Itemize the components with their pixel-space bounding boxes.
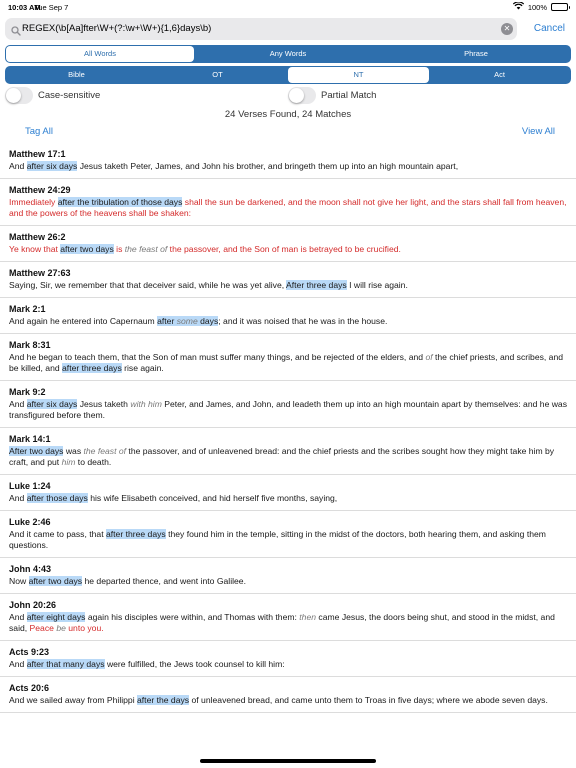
- verse-row[interactable]: [0, 179, 576, 226]
- verse-text-run: And: [9, 612, 27, 622]
- added-words: be: [56, 623, 66, 633]
- added-words: with him: [130, 399, 162, 409]
- match-highlight: After two days: [9, 446, 64, 456]
- case-sensitive-label: Case-sensitive: [38, 90, 101, 101]
- match-highlight: after three days: [105, 529, 166, 539]
- toggle-knob: [289, 88, 304, 103]
- verse-text-run: Jesus taketh: [77, 399, 131, 409]
- verse-text-run: ; and it was noised that he was in the house.: [218, 316, 388, 326]
- verse-reference: Luke 1:24: [9, 481, 51, 491]
- verse-text-run: Now: [9, 576, 29, 586]
- words-of-christ: is: [113, 244, 125, 254]
- verse-text: [9, 659, 567, 670]
- partial-match-toggle[interactable]: [288, 87, 316, 104]
- verse-text-run: came Jesus, the doors being shut, and stood in the midst, and said,: [9, 612, 555, 633]
- search-icon: [11, 23, 21, 41]
- words-of-christ: Ye know that: [9, 244, 61, 254]
- verse-text: [9, 161, 567, 172]
- verse-text-run: was: [63, 446, 84, 456]
- match-highlight: after six days: [26, 399, 78, 409]
- verse-reference: Luke 2:46: [9, 517, 51, 527]
- words-of-christ: unto you.: [65, 623, 104, 633]
- verse-row[interactable]: [0, 298, 576, 334]
- match-highlight: after the days: [137, 695, 190, 705]
- verse-reference: John 20:26: [9, 600, 57, 610]
- verse-text: [9, 352, 567, 374]
- wifi-icon: [513, 2, 524, 12]
- verse-text: [9, 446, 567, 468]
- match-highlight: after those days: [26, 493, 88, 503]
- verse-reference: Mark 8:31: [9, 340, 51, 350]
- verse-row[interactable]: [0, 381, 576, 428]
- tag-all-button[interactable]: Tag All: [25, 126, 53, 137]
- segment-act[interactable]: Act: [494, 70, 505, 79]
- cancel-button[interactable]: Cancel: [533, 23, 565, 34]
- verse-text-run: the chief priests, and scribes, and be killed, and: [9, 352, 564, 373]
- search-input[interactable]: [5, 18, 517, 40]
- verse-row[interactable]: [0, 262, 576, 298]
- verse-text: [9, 695, 567, 706]
- word-mode-segmented-control: [5, 45, 571, 63]
- verse-reference: Matthew 24:29: [9, 185, 71, 195]
- verse-row[interactable]: [0, 511, 576, 558]
- verse-text: [9, 612, 567, 634]
- status-bar: [0, 0, 576, 14]
- partial-match-label: Partial Match: [321, 90, 377, 101]
- verse-row[interactable]: [0, 428, 576, 475]
- added-words: then: [299, 612, 317, 622]
- case-sensitive-toggle[interactable]: [5, 87, 33, 104]
- added-words: the feast of: [124, 244, 168, 254]
- verse-text-run: And: [9, 493, 27, 503]
- match-highlight: after: [157, 316, 177, 326]
- verse-text-run: And he began to teach them, that the Son of man must suffer many things, and be rejected of the elders, and: [9, 352, 426, 362]
- match-highlight: after six days: [26, 161, 78, 171]
- scope-segmented-control: [5, 66, 571, 84]
- words-of-christ: shall the sun be darkened, and the moon shall not give her light, and the stars shall fall from heaven, and the powers of the heavens shall be shaken:: [9, 197, 567, 218]
- verse-text-run: his wife Elisabeth conceived, and hid herself five months, saying,: [87, 493, 338, 503]
- toggle-row: [5, 87, 571, 105]
- verse-row[interactable]: [0, 143, 576, 179]
- segment-bible[interactable]: Bible: [68, 70, 85, 79]
- clear-search-icon[interactable]: ✕: [501, 23, 513, 35]
- segment-any-words[interactable]: Any Words: [269, 49, 307, 58]
- words-of-christ: Immediately: [9, 197, 58, 207]
- verse-text: [9, 493, 567, 504]
- verse-text-run: And again he entered into Capernaum: [9, 316, 158, 326]
- match-highlight: after two days: [60, 244, 114, 254]
- verse-reference: Matthew 27:63: [9, 268, 71, 278]
- verse-text-run: And: [9, 161, 27, 171]
- added-words: the feast of: [83, 446, 127, 456]
- words-of-christ: the passover, and the Son of man is betrayed to be crucified.: [167, 244, 401, 254]
- verse-text-run: And: [9, 659, 27, 669]
- verse-row[interactable]: [0, 558, 576, 594]
- verse-text-run: the passover, and of unleavened bread: and the chief priests and the scribes sought how they might take him by craft, and put: [9, 446, 555, 467]
- verse-text-run: And: [9, 399, 27, 409]
- match-highlight: after that many days: [26, 659, 105, 669]
- segment-all-words[interactable]: All Words: [6, 46, 194, 62]
- words-of-christ: Peace: [29, 623, 57, 633]
- verse-text-run: Jesus taketh Peter, James, and John his brother, and bringeth them up into an high mountain apart,: [77, 161, 459, 171]
- segment-ot[interactable]: OT: [212, 70, 223, 79]
- verse-text-run: I will rise again.: [346, 280, 408, 290]
- verse-text-run: again his disciples were within, and Thomas with them:: [85, 612, 300, 622]
- verse-text: [9, 529, 567, 551]
- added-words: of: [425, 352, 433, 362]
- verse-text-run: Saying, Sir, we remember that that deceiver said, while he was yet alive,: [9, 280, 287, 290]
- verse-reference: Mark 2:1: [9, 304, 46, 314]
- verse-text-run: to death.: [75, 457, 112, 467]
- match-highlight: after two days: [28, 576, 83, 586]
- view-all-button[interactable]: View All: [521, 126, 555, 137]
- verse-text-run: rise again.: [121, 363, 164, 373]
- verse-row[interactable]: [0, 334, 576, 381]
- battery-icon: [551, 3, 568, 11]
- verse-text-run: And we sailed away from Philippi: [9, 695, 138, 705]
- status-right: [513, 2, 568, 12]
- match-highlight: after three days: [62, 363, 122, 373]
- verse-text-run: were fulfilled, the Jews took counsel to kill him:: [104, 659, 285, 669]
- match-highlight: after the tribulation of those days: [57, 197, 183, 207]
- verse-text-run: of unleavened bread, and came unto them to Troas in five days; where we abode seven days.: [189, 695, 548, 705]
- segment-nt[interactable]: NT: [288, 67, 429, 83]
- verse-text: [9, 576, 567, 587]
- verse-reference: Acts 9:23: [9, 647, 50, 657]
- verse-text-run: And it came to pass, that: [9, 529, 106, 539]
- verse-list[interactable]: [0, 143, 576, 713]
- match-highlight: After three days: [286, 280, 347, 290]
- verse-text-run: Peter, and James, and John, and leadeth them up into an high mountain apart by themselves: and he was transfigured before them.: [9, 399, 568, 420]
- verse-row[interactable]: [0, 475, 576, 511]
- search-row: [5, 18, 571, 40]
- battery-percent: 100%: [527, 2, 547, 12]
- status-time: 10:03 AM: [8, 3, 41, 12]
- status-date: Tue Sep 7: [34, 3, 69, 12]
- verse-row[interactable]: [0, 677, 576, 713]
- verse-reference: Matthew 26:2: [9, 232, 66, 242]
- verse-reference: Acts 20:6: [9, 683, 50, 693]
- verse-text: [9, 197, 567, 219]
- match-highlight: days: [197, 316, 219, 326]
- verse-text: [9, 316, 567, 327]
- toggle-knob: [6, 88, 21, 103]
- verse-row[interactable]: [0, 226, 576, 262]
- verse-text-run: they found him in the temple, sitting in the midst of the doctors, both hearing them, and asking them questions.: [9, 529, 546, 550]
- verse-reference: Mark 9:2: [9, 387, 46, 397]
- match-highlight: after eight days: [26, 612, 86, 622]
- verse-text-run: he departed thence, and went into Galilee.: [82, 576, 246, 586]
- segment-phrase[interactable]: Phrase: [464, 49, 488, 58]
- results-summary: 24 Verses Found, 24 Matches: [224, 109, 352, 120]
- home-indicator[interactable]: [200, 759, 376, 763]
- verse-reference: Matthew 17:1: [9, 149, 66, 159]
- verse-row[interactable]: [0, 594, 576, 641]
- verse-text: [9, 244, 567, 255]
- verse-row[interactable]: [0, 641, 576, 677]
- verse-reference: Mark 14:1: [9, 434, 51, 444]
- match-highlight: some: [176, 316, 198, 326]
- search-query: REGEX(\b[Aa]fter\W+(?:\w+\W+){1,6}days\b): [22, 23, 212, 34]
- verse-text: [9, 399, 567, 421]
- verse-reference: John 4:43: [9, 564, 52, 574]
- verse-text: [9, 280, 567, 291]
- added-words: him: [61, 457, 76, 467]
